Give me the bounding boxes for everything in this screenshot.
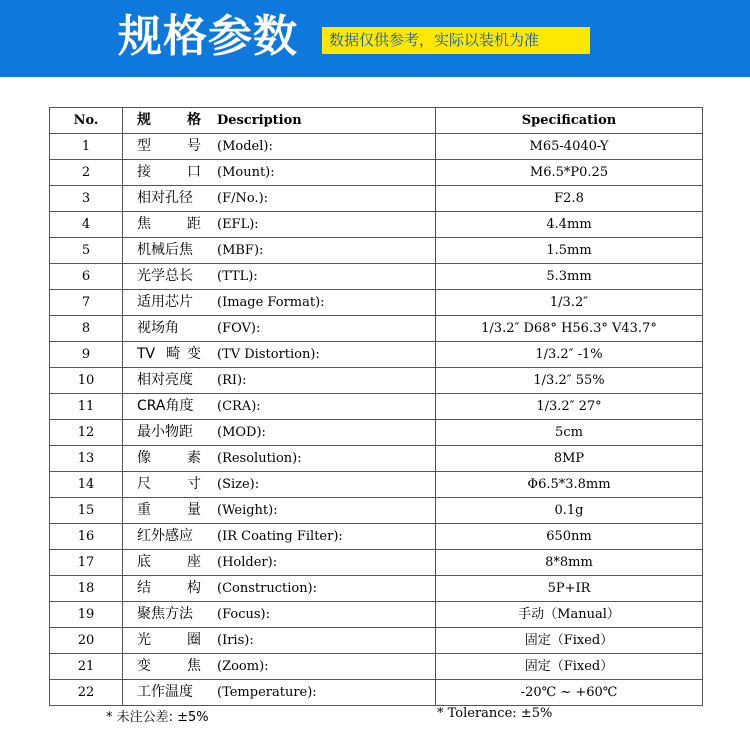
row-number: 20 bbox=[50, 628, 123, 654]
table-row bbox=[50, 160, 703, 186]
row-specification: 1/3.2″ D68° H56.3° V43.7° bbox=[436, 316, 703, 342]
table-row bbox=[50, 550, 703, 576]
row-number: 11 bbox=[50, 394, 123, 420]
row-description-zh: 视场角 bbox=[137, 320, 179, 336]
row-description-zh: 尺 寸 bbox=[137, 476, 201, 492]
row-number: 22 bbox=[50, 680, 123, 706]
row-specification: 0.1g bbox=[436, 498, 703, 524]
row-number: 10 bbox=[50, 368, 123, 394]
row-number: 21 bbox=[50, 654, 123, 680]
row-specification: 1/3.2″ -1% bbox=[436, 342, 703, 368]
row-number: 16 bbox=[50, 524, 123, 550]
row-description bbox=[123, 186, 436, 212]
row-number: 13 bbox=[50, 446, 123, 472]
row-description-zh: 光学总长 bbox=[137, 268, 193, 284]
row-description-en: (IR Coating Filter): bbox=[217, 529, 343, 544]
row-description bbox=[123, 134, 436, 160]
row-description bbox=[123, 394, 436, 420]
disclaimer-note: 数据仅供参考，实际以装机为准 bbox=[322, 27, 590, 54]
row-description-zh: 最小物距 bbox=[137, 424, 193, 440]
row-description bbox=[123, 342, 436, 368]
table-row bbox=[50, 420, 703, 446]
row-description-en: (Weight): bbox=[217, 503, 278, 518]
row-number: 4 bbox=[50, 212, 123, 238]
table-row bbox=[50, 264, 703, 290]
row-specification: 5.3mm bbox=[436, 264, 703, 290]
header-specification: Specification bbox=[436, 108, 703, 134]
row-description-en: (Model): bbox=[217, 139, 273, 154]
header-no: No. bbox=[50, 108, 123, 134]
row-description bbox=[123, 654, 436, 680]
row-description bbox=[123, 472, 436, 498]
row-specification: 固定（Fixed） bbox=[436, 628, 703, 654]
row-number: 19 bbox=[50, 602, 123, 628]
row-description bbox=[123, 212, 436, 238]
table-row bbox=[50, 134, 703, 160]
table-row bbox=[50, 212, 703, 238]
row-description-zh: 适用芯片 bbox=[137, 294, 193, 310]
table-row bbox=[50, 186, 703, 212]
row-description-en: (Construction): bbox=[217, 581, 318, 596]
table-row bbox=[50, 654, 703, 680]
row-description-en: (MOD): bbox=[217, 425, 266, 440]
table-row bbox=[50, 342, 703, 368]
row-specification: 5cm bbox=[436, 420, 703, 446]
table-row bbox=[50, 368, 703, 394]
row-number: 7 bbox=[50, 290, 123, 316]
row-number: 5 bbox=[50, 238, 123, 264]
row-description-en: (Mount): bbox=[217, 165, 275, 180]
spec-table-body bbox=[50, 134, 703, 706]
row-description-zh: 结 构 bbox=[137, 580, 201, 596]
row-description-zh: 工作温度 bbox=[137, 684, 193, 700]
row-description-en: (Iris): bbox=[217, 633, 254, 648]
row-description bbox=[123, 368, 436, 394]
row-number: 15 bbox=[50, 498, 123, 524]
row-number: 8 bbox=[50, 316, 123, 342]
row-number: 18 bbox=[50, 576, 123, 602]
row-description-en: (Image Format): bbox=[217, 295, 325, 310]
row-description-zh: 变 焦 bbox=[137, 658, 201, 674]
row-description-zh: 红外感应 bbox=[137, 528, 193, 544]
tolerance-note-zh: * 未注公差: ±5% bbox=[106, 710, 209, 725]
table-row bbox=[50, 394, 703, 420]
row-specification: 4.4mm bbox=[436, 212, 703, 238]
table-row bbox=[50, 290, 703, 316]
row-description-zh: 重 量 bbox=[137, 502, 201, 518]
row-description-zh: 像 素 bbox=[137, 450, 201, 466]
row-specification: Φ6.5*3.8mm bbox=[436, 472, 703, 498]
table-row bbox=[50, 524, 703, 550]
row-description bbox=[123, 524, 436, 550]
table-row bbox=[50, 238, 703, 264]
row-specification: 8*8mm bbox=[436, 550, 703, 576]
row-description-zh: CRA角度 bbox=[137, 398, 194, 414]
row-specification: M65-4040-Y bbox=[436, 134, 703, 160]
row-number: 17 bbox=[50, 550, 123, 576]
table-row bbox=[50, 602, 703, 628]
row-description bbox=[123, 498, 436, 524]
row-description-zh: 相对孔径 bbox=[137, 190, 193, 206]
row-number: 14 bbox=[50, 472, 123, 498]
spec-table bbox=[49, 107, 703, 706]
table-row bbox=[50, 446, 703, 472]
row-description bbox=[123, 576, 436, 602]
row-description-en: (Holder): bbox=[217, 555, 278, 570]
table-row bbox=[50, 628, 703, 654]
row-specification: 5P+IR bbox=[436, 576, 703, 602]
row-description-en: (Size): bbox=[217, 477, 260, 492]
row-specification: 650nm bbox=[436, 524, 703, 550]
row-description-zh: 接 口 bbox=[137, 164, 201, 180]
row-specification: 固定（Fixed） bbox=[436, 654, 703, 680]
header-description-en: Description bbox=[217, 113, 302, 128]
row-description-zh: 聚焦方法 bbox=[137, 606, 193, 622]
row-description-en: (Focus): bbox=[217, 607, 270, 622]
row-specification: 1/3.2″ 27° bbox=[436, 394, 703, 420]
header-banner bbox=[0, 0, 750, 77]
row-number: 1 bbox=[50, 134, 123, 160]
table-row bbox=[50, 472, 703, 498]
row-number: 2 bbox=[50, 160, 123, 186]
row-description-zh: 焦 距 bbox=[137, 216, 201, 232]
row-specification: -20℃ ~ +60℃ bbox=[436, 680, 703, 706]
row-description-zh: 机械后焦 bbox=[137, 242, 193, 258]
row-specification: 1.5mm bbox=[436, 238, 703, 264]
row-description-en: (CRA): bbox=[217, 399, 261, 414]
row-description bbox=[123, 602, 436, 628]
row-description-en: (Resolution): bbox=[217, 451, 302, 466]
row-specification: M6.5*P0.25 bbox=[436, 160, 703, 186]
row-description-zh: 光 圈 bbox=[137, 632, 201, 648]
row-specification: F2.8 bbox=[436, 186, 703, 212]
row-description-en: (EFL): bbox=[217, 217, 259, 232]
row-number: 3 bbox=[50, 186, 123, 212]
row-description-en: (Temperature): bbox=[217, 685, 317, 700]
row-specification: 8MP bbox=[436, 446, 703, 472]
row-number: 6 bbox=[50, 264, 123, 290]
table-row bbox=[50, 680, 703, 706]
table-row bbox=[50, 316, 703, 342]
row-description-en: (FOV): bbox=[217, 321, 261, 336]
row-description-zh: 底 座 bbox=[137, 554, 201, 570]
row-description bbox=[123, 628, 436, 654]
row-description-en: (TV Distortion): bbox=[217, 347, 320, 362]
row-description-en: (F/No.): bbox=[217, 191, 269, 206]
row-description bbox=[123, 316, 436, 342]
row-description bbox=[123, 680, 436, 706]
row-description bbox=[123, 446, 436, 472]
row-specification: 手动（Manual） bbox=[436, 602, 703, 628]
row-description-zh: 型 号 bbox=[137, 138, 201, 154]
table-header-row bbox=[50, 108, 703, 134]
row-description-en: (MBF): bbox=[217, 243, 264, 258]
row-description bbox=[123, 290, 436, 316]
table-row bbox=[50, 576, 703, 602]
page-title: 规格参数 bbox=[118, 11, 298, 62]
row-description bbox=[123, 238, 436, 264]
header-description-zh: 规 格 bbox=[137, 112, 201, 128]
row-description bbox=[123, 264, 436, 290]
row-specification: 1/3.2″ bbox=[436, 290, 703, 316]
row-number: 9 bbox=[50, 342, 123, 368]
row-description-en: (RI): bbox=[217, 373, 247, 388]
table-row bbox=[50, 498, 703, 524]
row-description-en: (Zoom): bbox=[217, 659, 269, 674]
header-description bbox=[123, 108, 436, 134]
row-description bbox=[123, 550, 436, 576]
row-description-en: (TTL): bbox=[217, 269, 258, 284]
tolerance-note-en: * Tolerance: ±5% bbox=[437, 706, 553, 721]
row-description bbox=[123, 420, 436, 446]
row-specification: 1/3.2″ 55% bbox=[436, 368, 703, 394]
row-number: 12 bbox=[50, 420, 123, 446]
row-description bbox=[123, 160, 436, 186]
row-description-zh: TV 畸变 bbox=[137, 346, 201, 362]
row-description-zh: 相对亮度 bbox=[137, 372, 193, 388]
